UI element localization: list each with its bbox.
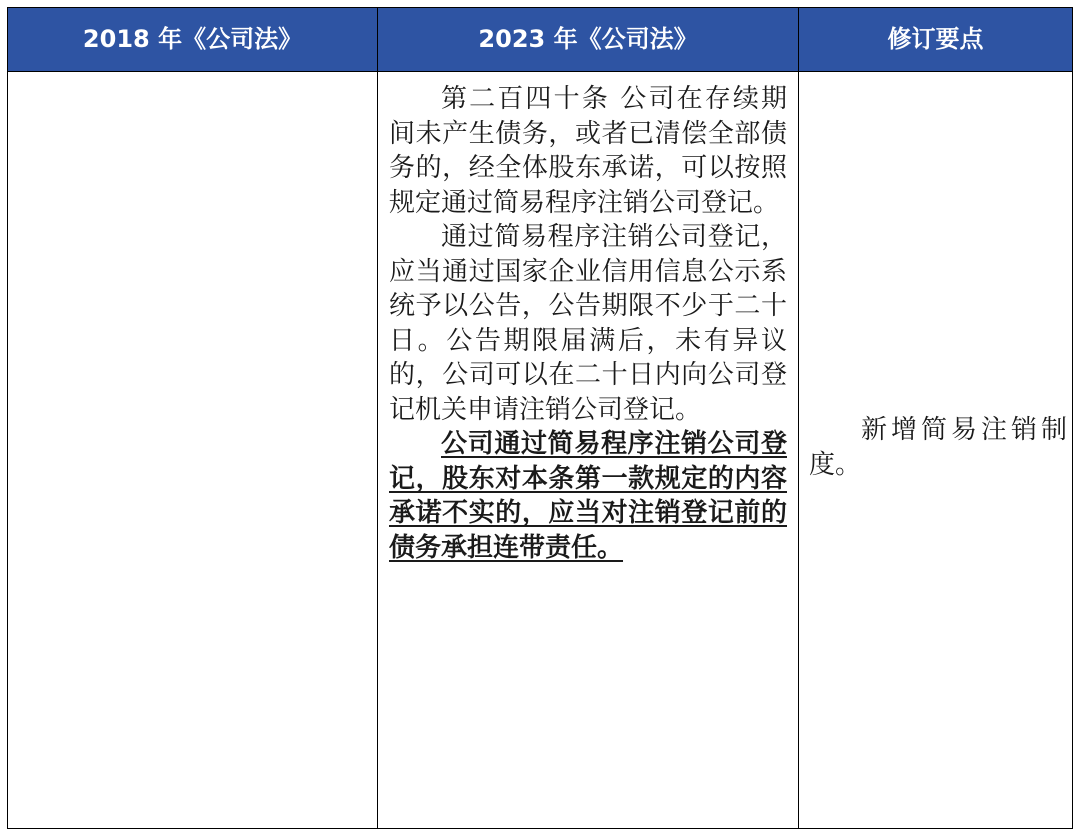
- comparison-table: [7, 7, 1073, 829]
- column-divider: [798, 8, 799, 828]
- cell-revision-points: [809, 413, 1067, 482]
- cell-2023-law: [389, 82, 787, 565]
- header-2018-law: 2018 年《公司法》: [82, 25, 303, 53]
- article-paragraph-3-bold: 公司通过简易程序注销公司登记，股东对本条第一款规定的内容承诺不实的，应当对注销登记前的债务承担连带责任。: [389, 429, 787, 563]
- column-divider: [377, 8, 378, 828]
- article-paragraph-2: 通过简易程序注销公司登记，应当通过国家企业信用信息公示系统予以公告，公告期限不少于二十日。公告期限届满后，未有异议的，公司可以在二十日内向公司登记机关申请注销公司登记。: [389, 222, 787, 425]
- header-revision-points: 修订要点: [887, 25, 984, 53]
- article-paragraph-1: 第二百四十条 公司在存续期间未产生债务，或者已清偿全部债务的，经全体股东承诺，可以按照规定通过简易程序注销公司登记。: [389, 84, 787, 218]
- revision-point-text: 新增简易注销制度。: [809, 415, 1067, 480]
- header-2023-law: 2023 年《公司法》: [478, 25, 698, 53]
- table-header: [8, 8, 1072, 72]
